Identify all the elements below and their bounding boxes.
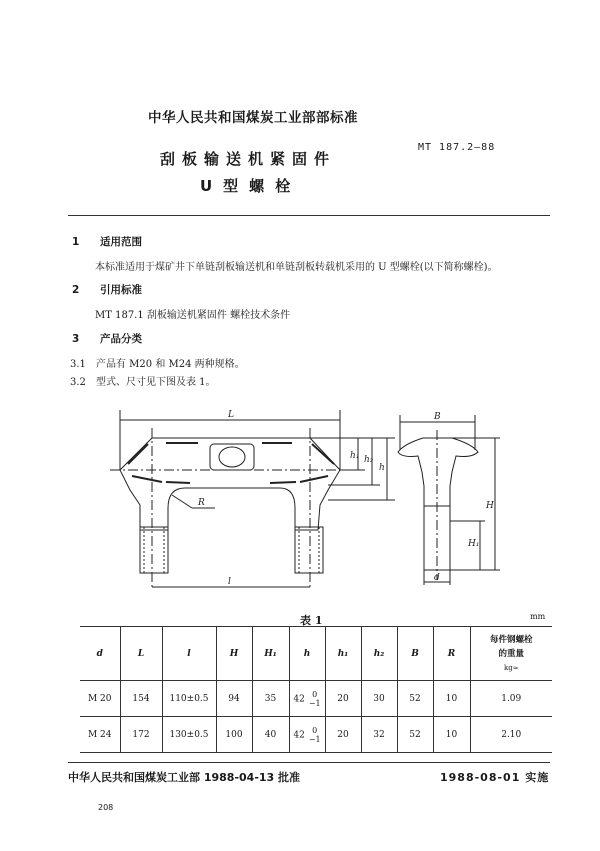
col-header-L: L bbox=[120, 627, 162, 681]
cell-h bbox=[289, 681, 325, 717]
dim-label-H: H bbox=[486, 501, 494, 511]
cell-L: 172 bbox=[120, 717, 162, 753]
table-header-row bbox=[80, 627, 552, 681]
cell-h1: 20 bbox=[325, 681, 361, 717]
cell-h2: 32 bbox=[361, 717, 397, 753]
section-number: 1 bbox=[72, 236, 80, 248]
page-number: 208 bbox=[98, 803, 114, 812]
subsection-number: 3.2 bbox=[70, 377, 86, 388]
weight-header-line3: kg≈ bbox=[503, 663, 519, 672]
section-1-heading bbox=[72, 234, 142, 249]
col-header-B: B bbox=[397, 627, 433, 681]
table-row bbox=[80, 717, 552, 753]
cell-h bbox=[289, 717, 325, 753]
dim-label-B: B bbox=[434, 412, 441, 422]
tol-lower: −1 bbox=[308, 698, 321, 708]
col-header-H1: H₁ bbox=[252, 627, 289, 681]
section-title: 引用标准 bbox=[100, 284, 142, 296]
dim-label-L: L bbox=[228, 410, 234, 420]
document-subtitle: U型螺栓 bbox=[200, 177, 302, 195]
weight-header-line1: 每件钢螺栓 bbox=[489, 634, 533, 645]
document-title: 刮板输送机紧固件 bbox=[160, 150, 337, 168]
cell-H: 94 bbox=[216, 681, 252, 717]
header-divider bbox=[68, 215, 550, 216]
table-row bbox=[80, 681, 552, 717]
h-nominal: 42 bbox=[293, 694, 305, 704]
section-title: 产品分类 bbox=[100, 333, 142, 345]
cell-H1: 40 bbox=[252, 717, 289, 753]
dimension-table bbox=[80, 626, 552, 753]
col-header-weight bbox=[470, 627, 552, 681]
cell-B: 52 bbox=[397, 681, 433, 717]
section-2-heading bbox=[72, 282, 142, 297]
dim-label-h1: h₁ bbox=[350, 451, 360, 461]
col-header-h: h bbox=[289, 627, 325, 681]
col-header-l: l bbox=[162, 627, 216, 681]
cell-B: 52 bbox=[397, 717, 433, 753]
cell-L: 154 bbox=[120, 681, 162, 717]
dim-label-d: d bbox=[434, 573, 440, 583]
subsection-number: 3.1 bbox=[70, 359, 86, 370]
col-header-h1: h₁ bbox=[325, 627, 361, 681]
approval-statement: 中华人民共和国煤炭工业部 1988-04-13 批准 bbox=[68, 771, 301, 784]
section-number: 2 bbox=[72, 284, 80, 296]
dim-label-R: R bbox=[198, 498, 205, 508]
issuing-organization: 中华人民共和国煤炭工业部部标准 bbox=[148, 110, 358, 126]
col-header-h2: h₂ bbox=[361, 627, 397, 681]
subsection-text: 型式、尺寸见下图及表 1。 bbox=[96, 377, 216, 388]
tol-upper: 0 bbox=[312, 689, 318, 699]
weight-header-line2: 的重量 bbox=[498, 648, 524, 659]
col-header-R: R bbox=[433, 627, 470, 681]
tol-upper: 0 bbox=[312, 725, 318, 735]
dim-label-h: h bbox=[379, 463, 385, 473]
section-1-body: 本标准适用于煤矿井下单链刮板输送机和单链刮板转载机采用的 U 型螺栓(以下简称螺栓)。 bbox=[95, 262, 498, 273]
cell-d: M 24 bbox=[87, 729, 112, 740]
col-header-d: d bbox=[96, 648, 103, 659]
tol-lower: −1 bbox=[308, 734, 321, 744]
cell-R: 10 bbox=[433, 717, 470, 753]
cell-h1: 20 bbox=[325, 717, 361, 753]
cell-R: 10 bbox=[433, 681, 470, 717]
section-number: 3 bbox=[72, 333, 80, 345]
dim-label-H1: H₁ bbox=[468, 539, 480, 549]
cell-d: M 20 bbox=[87, 693, 112, 704]
h-tolerance bbox=[309, 726, 321, 744]
cell-H: 100 bbox=[216, 717, 252, 753]
dim-label-l: l bbox=[228, 577, 231, 587]
section-3-heading bbox=[72, 331, 142, 346]
h-nominal: 42 bbox=[293, 730, 305, 740]
subsection-3-2 bbox=[70, 373, 216, 388]
cell-l: 130±0.5 bbox=[162, 717, 216, 753]
dim-label-h2: h₂ bbox=[364, 455, 374, 465]
cell-H1: 35 bbox=[252, 681, 289, 717]
section-2-body: MT 187.1 刮板输送机紧固件 螺栓技术条件 bbox=[95, 310, 291, 321]
section-title: 适用范围 bbox=[100, 236, 142, 248]
col-header-H: H bbox=[216, 627, 252, 681]
cell-h2: 30 bbox=[361, 681, 397, 717]
standard-code: MT 187.2—88 bbox=[418, 142, 496, 153]
table-caption: 表 1 bbox=[300, 614, 323, 627]
table-unit: mm bbox=[530, 612, 546, 621]
subsection-text: 产品有 M20 和 M24 两种规格。 bbox=[96, 359, 245, 370]
h-tolerance bbox=[309, 690, 321, 708]
cell-weight: 1.09 bbox=[470, 681, 552, 717]
footer-divider bbox=[68, 762, 550, 763]
cell-l: 110±0.5 bbox=[162, 681, 216, 717]
implementation-date: 1988-08-01 实施 bbox=[440, 771, 550, 784]
cell-weight: 2.10 bbox=[470, 717, 552, 753]
subsection-3-1 bbox=[70, 355, 245, 370]
u-bolt-drawing bbox=[100, 400, 520, 600]
